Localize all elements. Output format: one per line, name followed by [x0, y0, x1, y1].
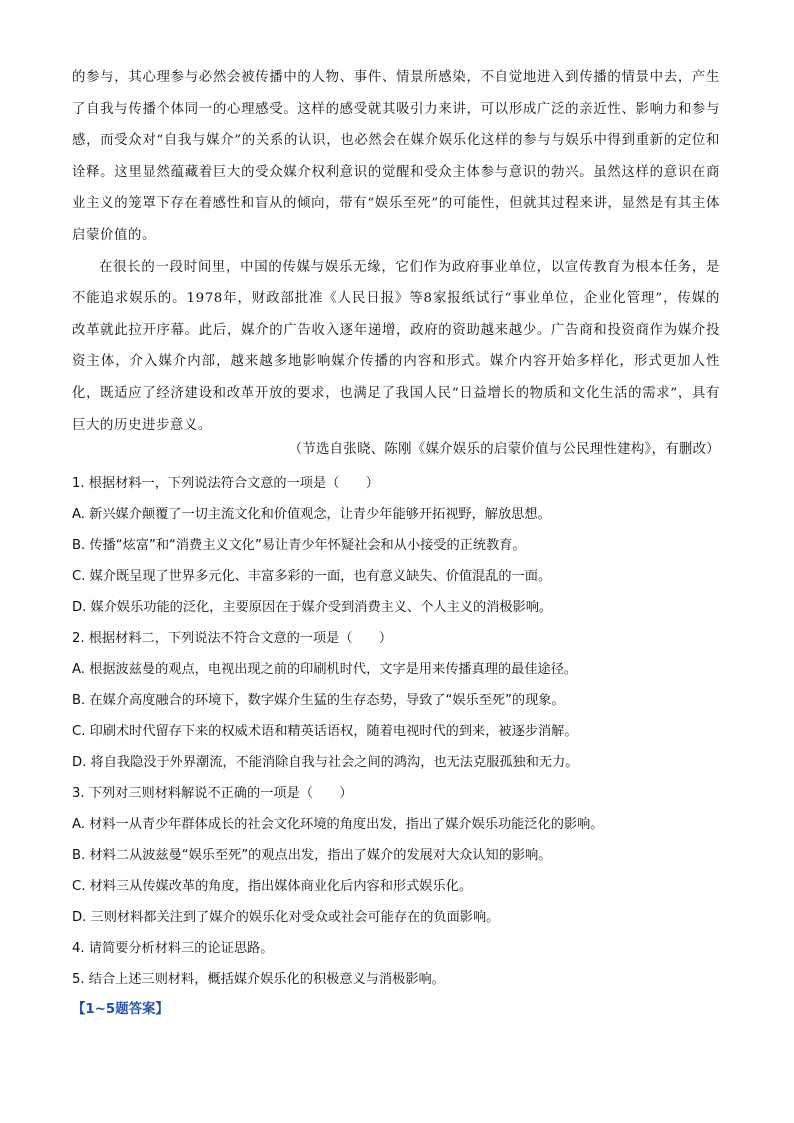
question-3-option-a: A. 材料一从青少年群体成长的社会文化环境的角度出发，指出了媒介娱乐功能泛化的影响。: [72, 817, 604, 832]
question-1-option-d: D. 媒介娱乐功能的泛化，主要原因在于媒介受到消费主义、个人主义的消极影响。: [72, 600, 553, 615]
passage-paragraph-2: 在很长的一段时间里，中国的传媒与娱乐无缘，它们作为政府事业单位，以宣传教育为根本任务，是不能追求娱乐的。1978年，财政部批准《人民日报》等8家报纸试行“事业单位，企业化管理”，传媒的改革就此拉开序幕。此后，媒介的广告收入逐年递增，政府的资助越来越少。广告商和投资商作为媒介投资主体，介入媒介内部，越来越多地影响媒介传播的内容和形式。媒介内容开始多样化，形式更加人性化，既适应了经济建设和改革开放的要求，也满足了我国人民“日益增长的物质和文化生活的需求”，具有巨大的历史进步意义。: [72, 259, 720, 433]
question-4-stem: 4. 请简要分析材料三的论证思路。: [72, 941, 274, 956]
question-2-stem: 2. 根据材料二，下列说法不符合文意的一项是（ ）: [72, 631, 393, 646]
question-5-stem: 5. 结合上述三则材料，概括媒介娱乐化的积极意义与消极影响。: [72, 972, 445, 987]
question-3-stem: 3. 下列对三则材料解说不正确的一项是（ ）: [72, 786, 353, 801]
question-3-option-c: C. 材料三从传媒改革的角度，指出媒体商业化后内容和形式娱乐化。: [72, 879, 473, 894]
question-1-stem: 1. 根据材料一，下列说法符合文意的一项是（ ）: [72, 476, 379, 491]
question-2-option-d: D. 将自我隐没于外界潮流，不能消除自我与社会之间的鸿沟，也无法克服孤独和无力。: [72, 755, 579, 770]
question-1-option-a: A. 新兴媒介颠覆了一切主流文化和价值观念，让青少年能够开拓视野，解放思想。: [72, 507, 551, 522]
question-2-option-a: A. 根据波兹曼的观点，电视出现之前的印刷机时代，文字是用来传播真理的最佳途径。: [72, 662, 578, 677]
question-1-option-b: B. 传播“炫富”和“消费主义文化”易让青少年怀疑社会和从小接受的正统教育。: [72, 538, 526, 553]
question-2-option-c: C. 印刷术时代留存下来的权威术语和精英话语权，随着电视时代的到来，被逐步消解。: [72, 724, 578, 739]
passage-source-citation: （节选自张晓、陈刚《媒介娱乐的启蒙价值与公民理性建构》，有删改）: [288, 442, 720, 457]
answer-section-heading: 【1~5题答案】: [72, 1002, 169, 1017]
question-list: [72, 468, 732, 995]
question-3-option-d: D. 三则材料都关注到了媒介的娱乐化对受众或社会可能存在的负面影响。: [72, 910, 500, 925]
passage-paragraph-1: 的参与，其心理参与必然会被传播中的人物、事件、情景所感染，不自觉地进入到传播的情景中去，产生了自我与传播个体同一的心理感受。这样的感受就其吸引力来讲，可以形成广泛的亲近性、影响力和参与感，而受众对“自我与媒介”的关系的认识，也必然会在媒介娱乐化这样的参与与娱乐中得到重新的定位和诠释。这里显然蕴藏着巨大的受众媒介权利意识的觉醒和受众主体参与意识的勃兴。虽然这样的意识在商业主义的笼罩下存在着感性和盲从的倾向，带有“娱乐至死”的可能性，但就其过程来讲，显然是有其主体启蒙价值的。: [72, 70, 720, 243]
question-2-option-b: B. 在媒介高度融合的环境下，数字媒介生猛的生存态势，导致了“娱乐至死”的现象。: [72, 693, 565, 708]
reading-passage: [72, 62, 720, 441]
question-3-option-b: B. 材料二从波兹曼“娱乐至死”的观点出发，指出了媒介的发展对大众认知的影响。: [72, 848, 552, 863]
question-1-option-c: C. 媒介既呈现了世界多元化、丰富多彩的一面，也有意义缺失、价值混乱的一面。: [72, 569, 552, 584]
